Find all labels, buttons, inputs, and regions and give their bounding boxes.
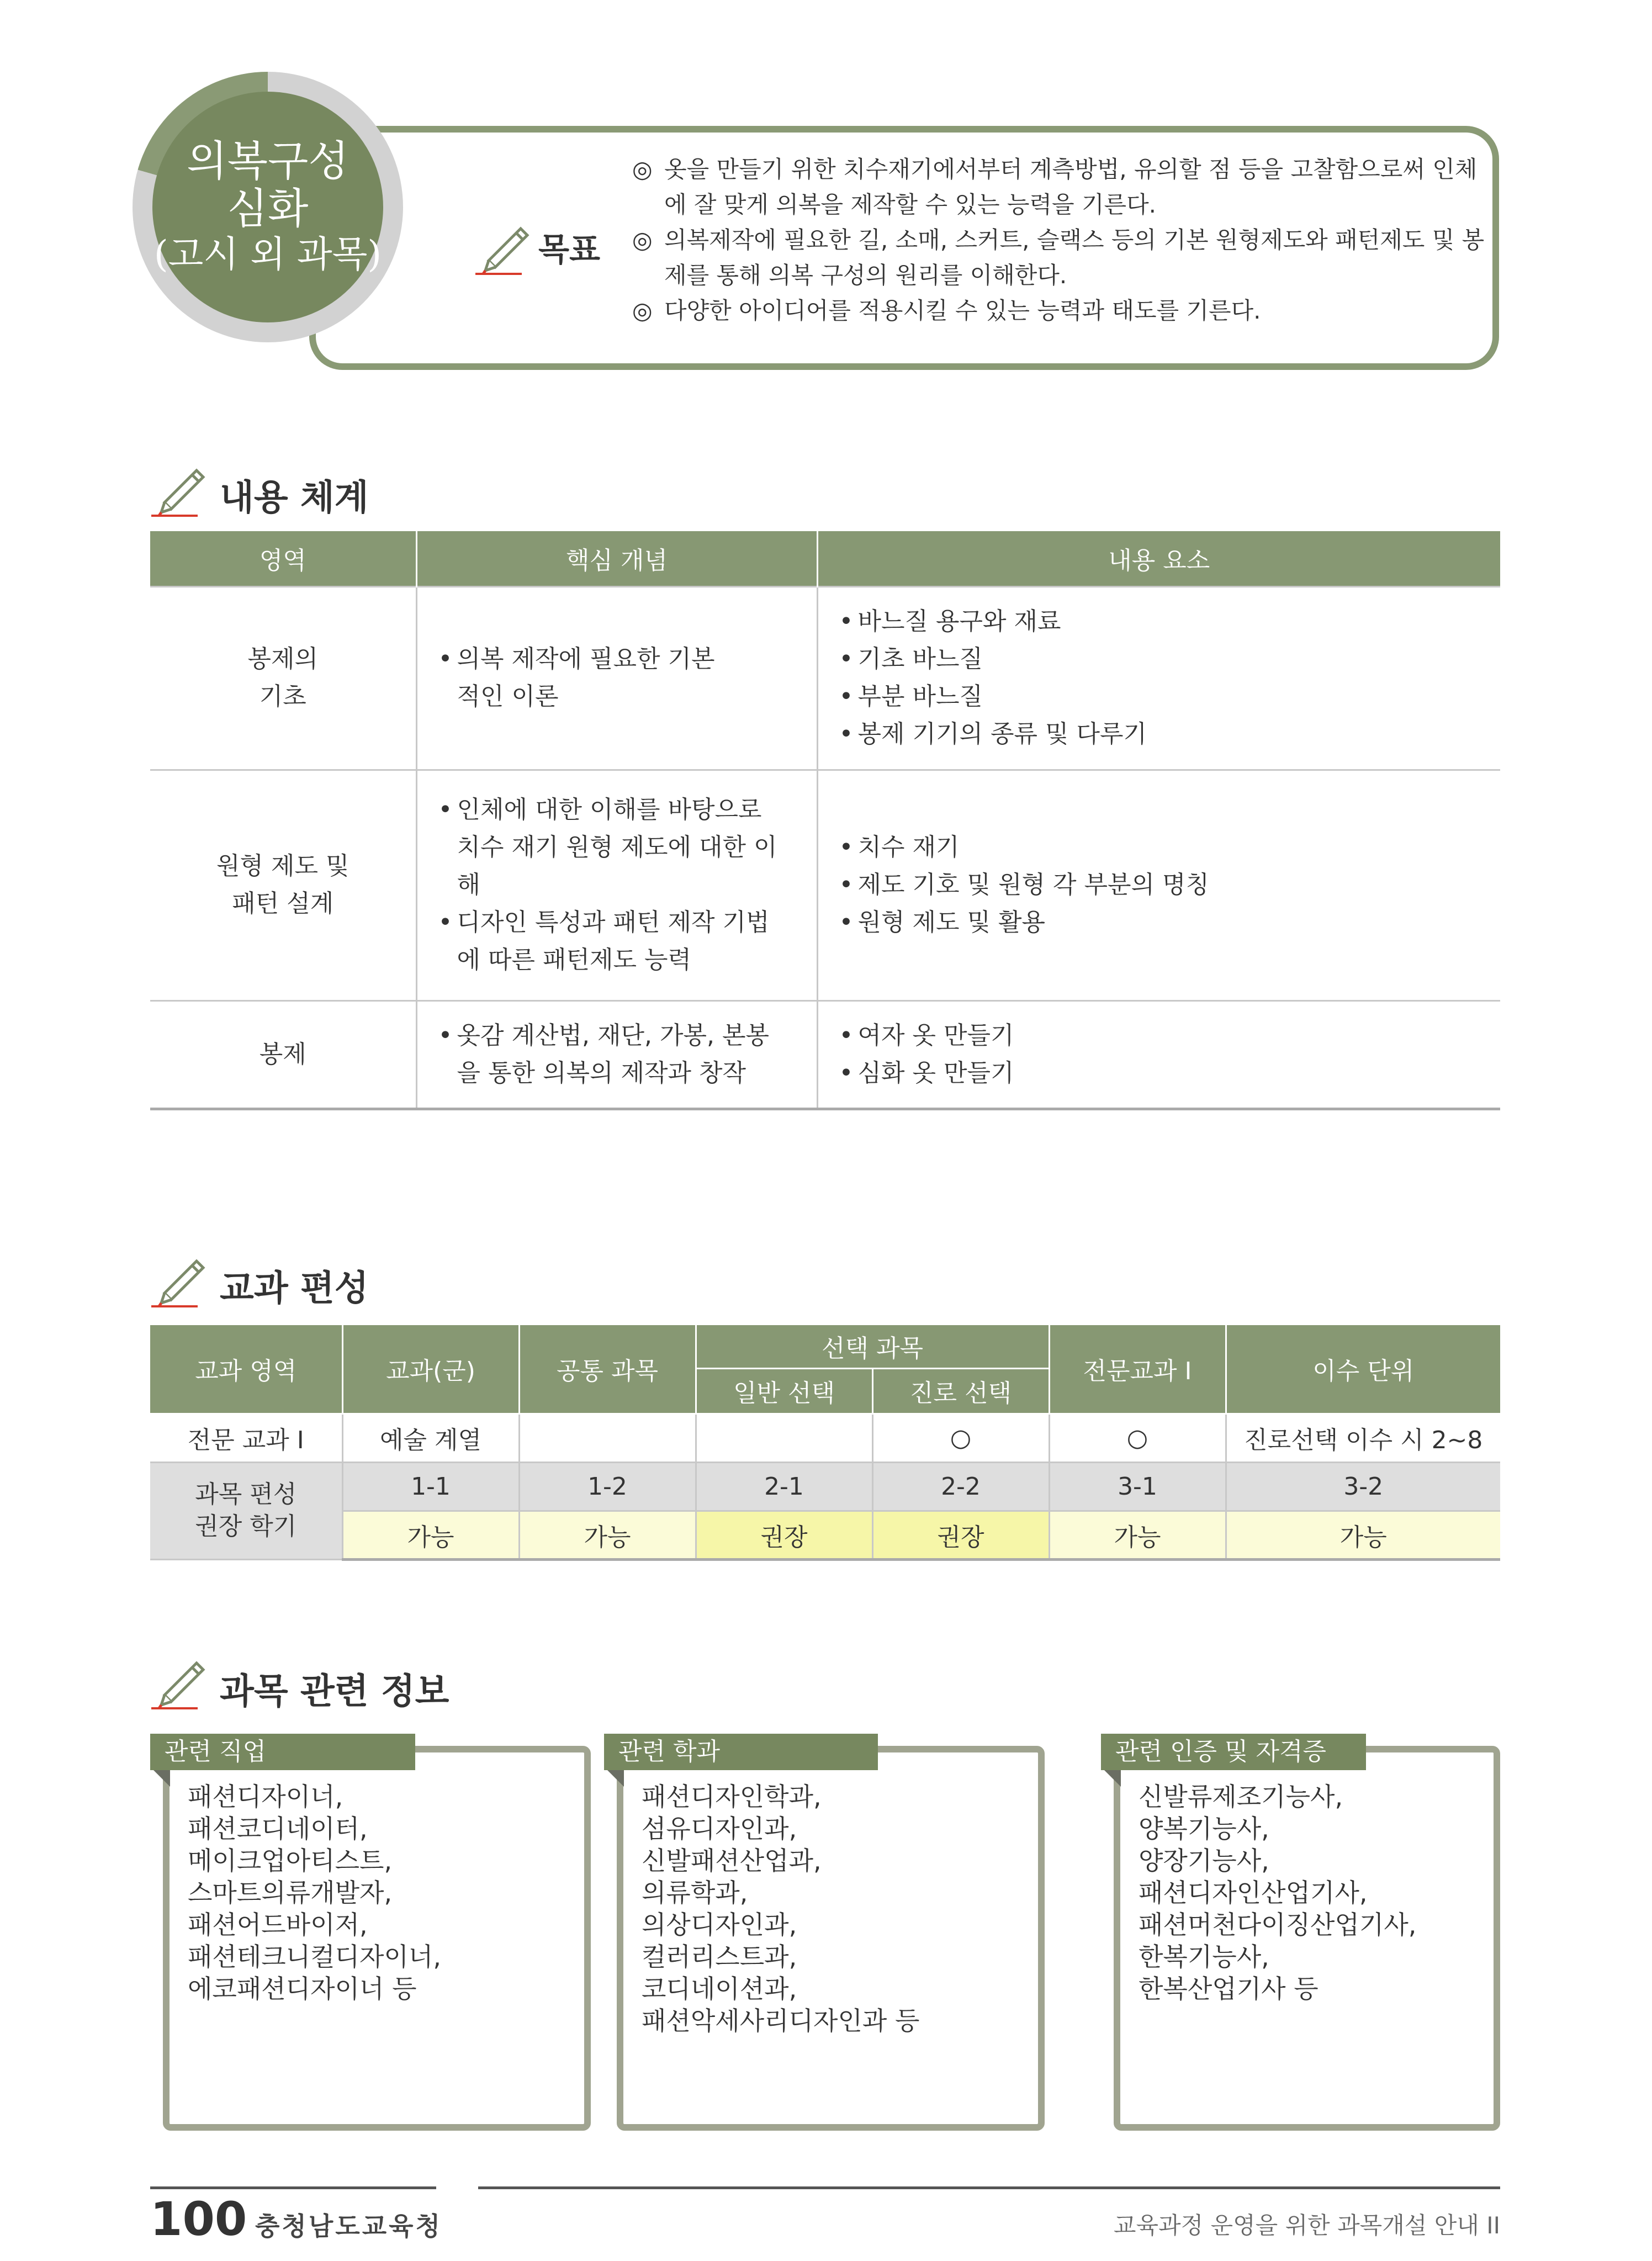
list-item: 스마트의류개발자,	[188, 1878, 393, 1908]
table-cell: 진로선택 이수 시 2~8	[1226, 1413, 1500, 1462]
header-area: 영역	[150, 531, 416, 586]
list-item: 신발패션산업과,	[642, 1846, 822, 1876]
related-jobs-list	[188, 1781, 441, 2005]
goal-bullet: ◎	[632, 156, 653, 183]
area-cell	[150, 770, 416, 1000]
header-elective: 선택 과목	[696, 1325, 1049, 1368]
course-title	[152, 92, 383, 322]
tab-notch	[1104, 1770, 1121, 1787]
list-item: • 봉제 기기의 종류 및 다루기	[839, 716, 1501, 753]
list-item: 패션머천다이징산업기사,	[1139, 1910, 1417, 1940]
table-row	[150, 1462, 1500, 1511]
table-cell: ○	[1049, 1413, 1226, 1462]
header-specialty: 전문교과 I	[1049, 1325, 1226, 1413]
list-item: 패션디자이너,	[188, 1782, 343, 1812]
list-item: 패션코디네이터,	[188, 1814, 368, 1844]
goal-list	[632, 152, 1494, 329]
table-cell: 전문 교과 I	[150, 1413, 342, 1462]
list-item: • 원형 제도 및 활용	[839, 904, 1501, 941]
table-cell: 예술 계열	[342, 1413, 519, 1462]
table-cell	[696, 1413, 872, 1462]
table-row	[150, 1511, 1500, 1559]
pencil-icon	[148, 1249, 209, 1310]
pencil-icon	[148, 1651, 209, 1712]
list-item: 의상디자인과,	[642, 1910, 797, 1940]
list-item: 패션어드바이저,	[188, 1910, 368, 1940]
list-item: • 의복 제작에 필요한 기본적인 이론	[438, 640, 734, 716]
table-row	[150, 770, 1500, 1000]
related-departments-label: 관련 학과	[604, 1734, 878, 1770]
table-row	[150, 1413, 1500, 1462]
list-item: • 인체에 대한 이해를 바탕으로 치수 재기 원형 제도에 대한 이해	[438, 791, 783, 904]
list-item: • 바느질 용구와 재료	[839, 603, 1501, 640]
footer-divider	[150, 2186, 436, 2189]
list-item: • 기초 바느질	[839, 640, 1501, 678]
header-credits: 이수 단위	[1226, 1325, 1500, 1413]
list-item: 한복산업기사 등	[1139, 1974, 1319, 2004]
list-item: • 치수 재기	[839, 829, 1501, 866]
list-item: • 심화 옷 만들기	[839, 1055, 1501, 1092]
list-item: • 디자인 특성과 패턴 제작 기법에 따른 패턴제도 능력	[438, 904, 783, 979]
semester-cell: 2-1	[696, 1462, 872, 1511]
related-info-title: 과목 관련 정보	[220, 1671, 449, 1712]
header-concept: 핵심 개념	[416, 531, 817, 586]
table-header-row	[150, 1325, 1500, 1368]
area-text: 패턴 설계	[232, 889, 334, 918]
list-item: 코디네이션과,	[642, 1974, 797, 2004]
table-row	[150, 586, 1500, 770]
list-item: 메이크업아티스트,	[188, 1846, 393, 1876]
area-cell	[150, 586, 416, 770]
semester-cell: 1-2	[519, 1462, 696, 1511]
list-item: 의류학과,	[642, 1878, 748, 1908]
header-group: 교과(군)	[342, 1325, 519, 1413]
area-text: 봉제	[259, 1040, 306, 1068]
recommend-cell: 권장	[872, 1511, 1049, 1559]
semester-cell: 3-2	[1226, 1462, 1500, 1511]
goal-bullet: ◎	[632, 297, 653, 324]
list-item: 패션디자인산업기사,	[1139, 1878, 1368, 1908]
guide-title: 교육과정 운영을 위한 과목개설 안내 II	[1113, 2212, 1500, 2239]
course-title-line-1: 의복구성	[187, 136, 349, 186]
concept-cell	[416, 586, 817, 770]
recommend-cell: 권장	[696, 1511, 872, 1559]
table-cell: ○	[872, 1413, 1049, 1462]
area-text: 기초	[259, 682, 306, 711]
list-item: 섬유디자인과,	[642, 1814, 797, 1844]
list-item: 에코패션디자이너 등	[188, 1974, 417, 2004]
tab-notch	[153, 1770, 170, 1787]
table-header-row	[150, 531, 1500, 586]
list-item: 양복기능사,	[1139, 1814, 1269, 1844]
table-cell	[519, 1413, 696, 1462]
list-item: • 옷감 계산법, 재단, 가봉, 본봉을 통한 의복의 제작과 창작	[438, 1017, 783, 1092]
recommend-cell: 가능	[1049, 1511, 1226, 1559]
list-item: 양장기능사,	[1139, 1846, 1269, 1876]
related-certificates-list	[1139, 1781, 1416, 2005]
recommend-cell: 가능	[342, 1511, 519, 1559]
goal-text: 의복제작에 필요한 길, 소매, 스커트, 슬랙스 등의 기본 원형제도와 패턴제도 및 봉제를 통해 의복 구성의 원리를 이해한다.	[664, 226, 1485, 289]
goal-item	[632, 152, 1494, 223]
curriculum-table	[150, 1325, 1500, 1561]
list-item: • 제도 기호 및 원형 각 부분의 명칭	[839, 866, 1501, 904]
area-text: 봉제의	[247, 645, 318, 673]
goal-bullet: ◎	[632, 226, 653, 253]
list-item: 패션악세사리디자인과 등	[642, 2006, 920, 2036]
related-certificates-label: 관련 인증 및 자격증	[1101, 1734, 1366, 1770]
list-item: 패션디자인학과,	[642, 1782, 822, 1812]
related-jobs-label: 관련 직업	[150, 1734, 415, 1770]
concept-cell	[416, 770, 817, 1000]
area-text: 원형 제도 및	[216, 852, 350, 880]
list-item: 컬러리스트과,	[642, 1942, 797, 1972]
goal-item	[632, 223, 1494, 293]
semester-cell: 1-1	[342, 1462, 519, 1511]
pencil-icon	[472, 216, 533, 277]
list-item: 패션테크니컬디자이너,	[188, 1942, 441, 1972]
concept-cell	[416, 1000, 817, 1109]
course-title-line-3: (고시 외 과목)	[153, 233, 382, 276]
recommend-cell: 가능	[519, 1511, 696, 1559]
semester-label: 과목 편성	[195, 1480, 297, 1508]
related-departments-list	[642, 1781, 919, 2037]
header-general: 일반 선택	[696, 1368, 872, 1413]
pencil-icon	[148, 458, 209, 519]
goal-label: 목표	[538, 231, 601, 268]
course-title-badge	[133, 72, 403, 342]
header-area: 교과 영역	[150, 1325, 342, 1413]
semester-cell: 2-2	[872, 1462, 1049, 1511]
area-cell	[150, 1000, 416, 1109]
goal-text: 옷을 만들기 위한 치수재기에서부터 계측방법, 유의할 점 등을 고찰함으로써 인체에 잘 맞게 의복을 제작할 수 있는 능력을 기른다.	[664, 156, 1478, 218]
course-title-line-2: 심화	[227, 184, 309, 233]
elements-cell	[817, 770, 1500, 1000]
goal-text: 다양한 아이디어를 적용시킬 수 있는 능력과 태도를 기른다.	[664, 297, 1261, 324]
semester-label: 권장 학기	[195, 1512, 297, 1540]
list-item: 신발류제조기능사,	[1139, 1782, 1343, 1812]
semester-label-cell	[150, 1462, 342, 1559]
footer-divider	[478, 2186, 1500, 2189]
semester-cell: 3-1	[1049, 1462, 1226, 1511]
header-career: 진로 선택	[872, 1368, 1049, 1413]
content-system-title: 내용 체계	[220, 478, 369, 518]
header-elements: 내용 요소	[817, 531, 1500, 586]
tab-notch	[607, 1770, 624, 1787]
table-row	[150, 1000, 1500, 1109]
header-common: 공통 과목	[519, 1325, 696, 1413]
elements-cell	[817, 586, 1500, 770]
page-number: 100	[150, 2192, 247, 2246]
content-system-table	[150, 531, 1500, 1110]
list-item: 한복기능사,	[1139, 1942, 1269, 1972]
curriculum-title: 교과 편성	[220, 1268, 369, 1309]
publisher-name: 충청남도교육청	[255, 2211, 443, 2241]
recommend-cell: 가능	[1226, 1511, 1500, 1559]
list-item: • 부분 바느질	[839, 678, 1501, 716]
goal-item	[632, 293, 1494, 329]
list-item: • 여자 옷 만들기	[839, 1017, 1501, 1055]
elements-cell	[817, 1000, 1500, 1109]
